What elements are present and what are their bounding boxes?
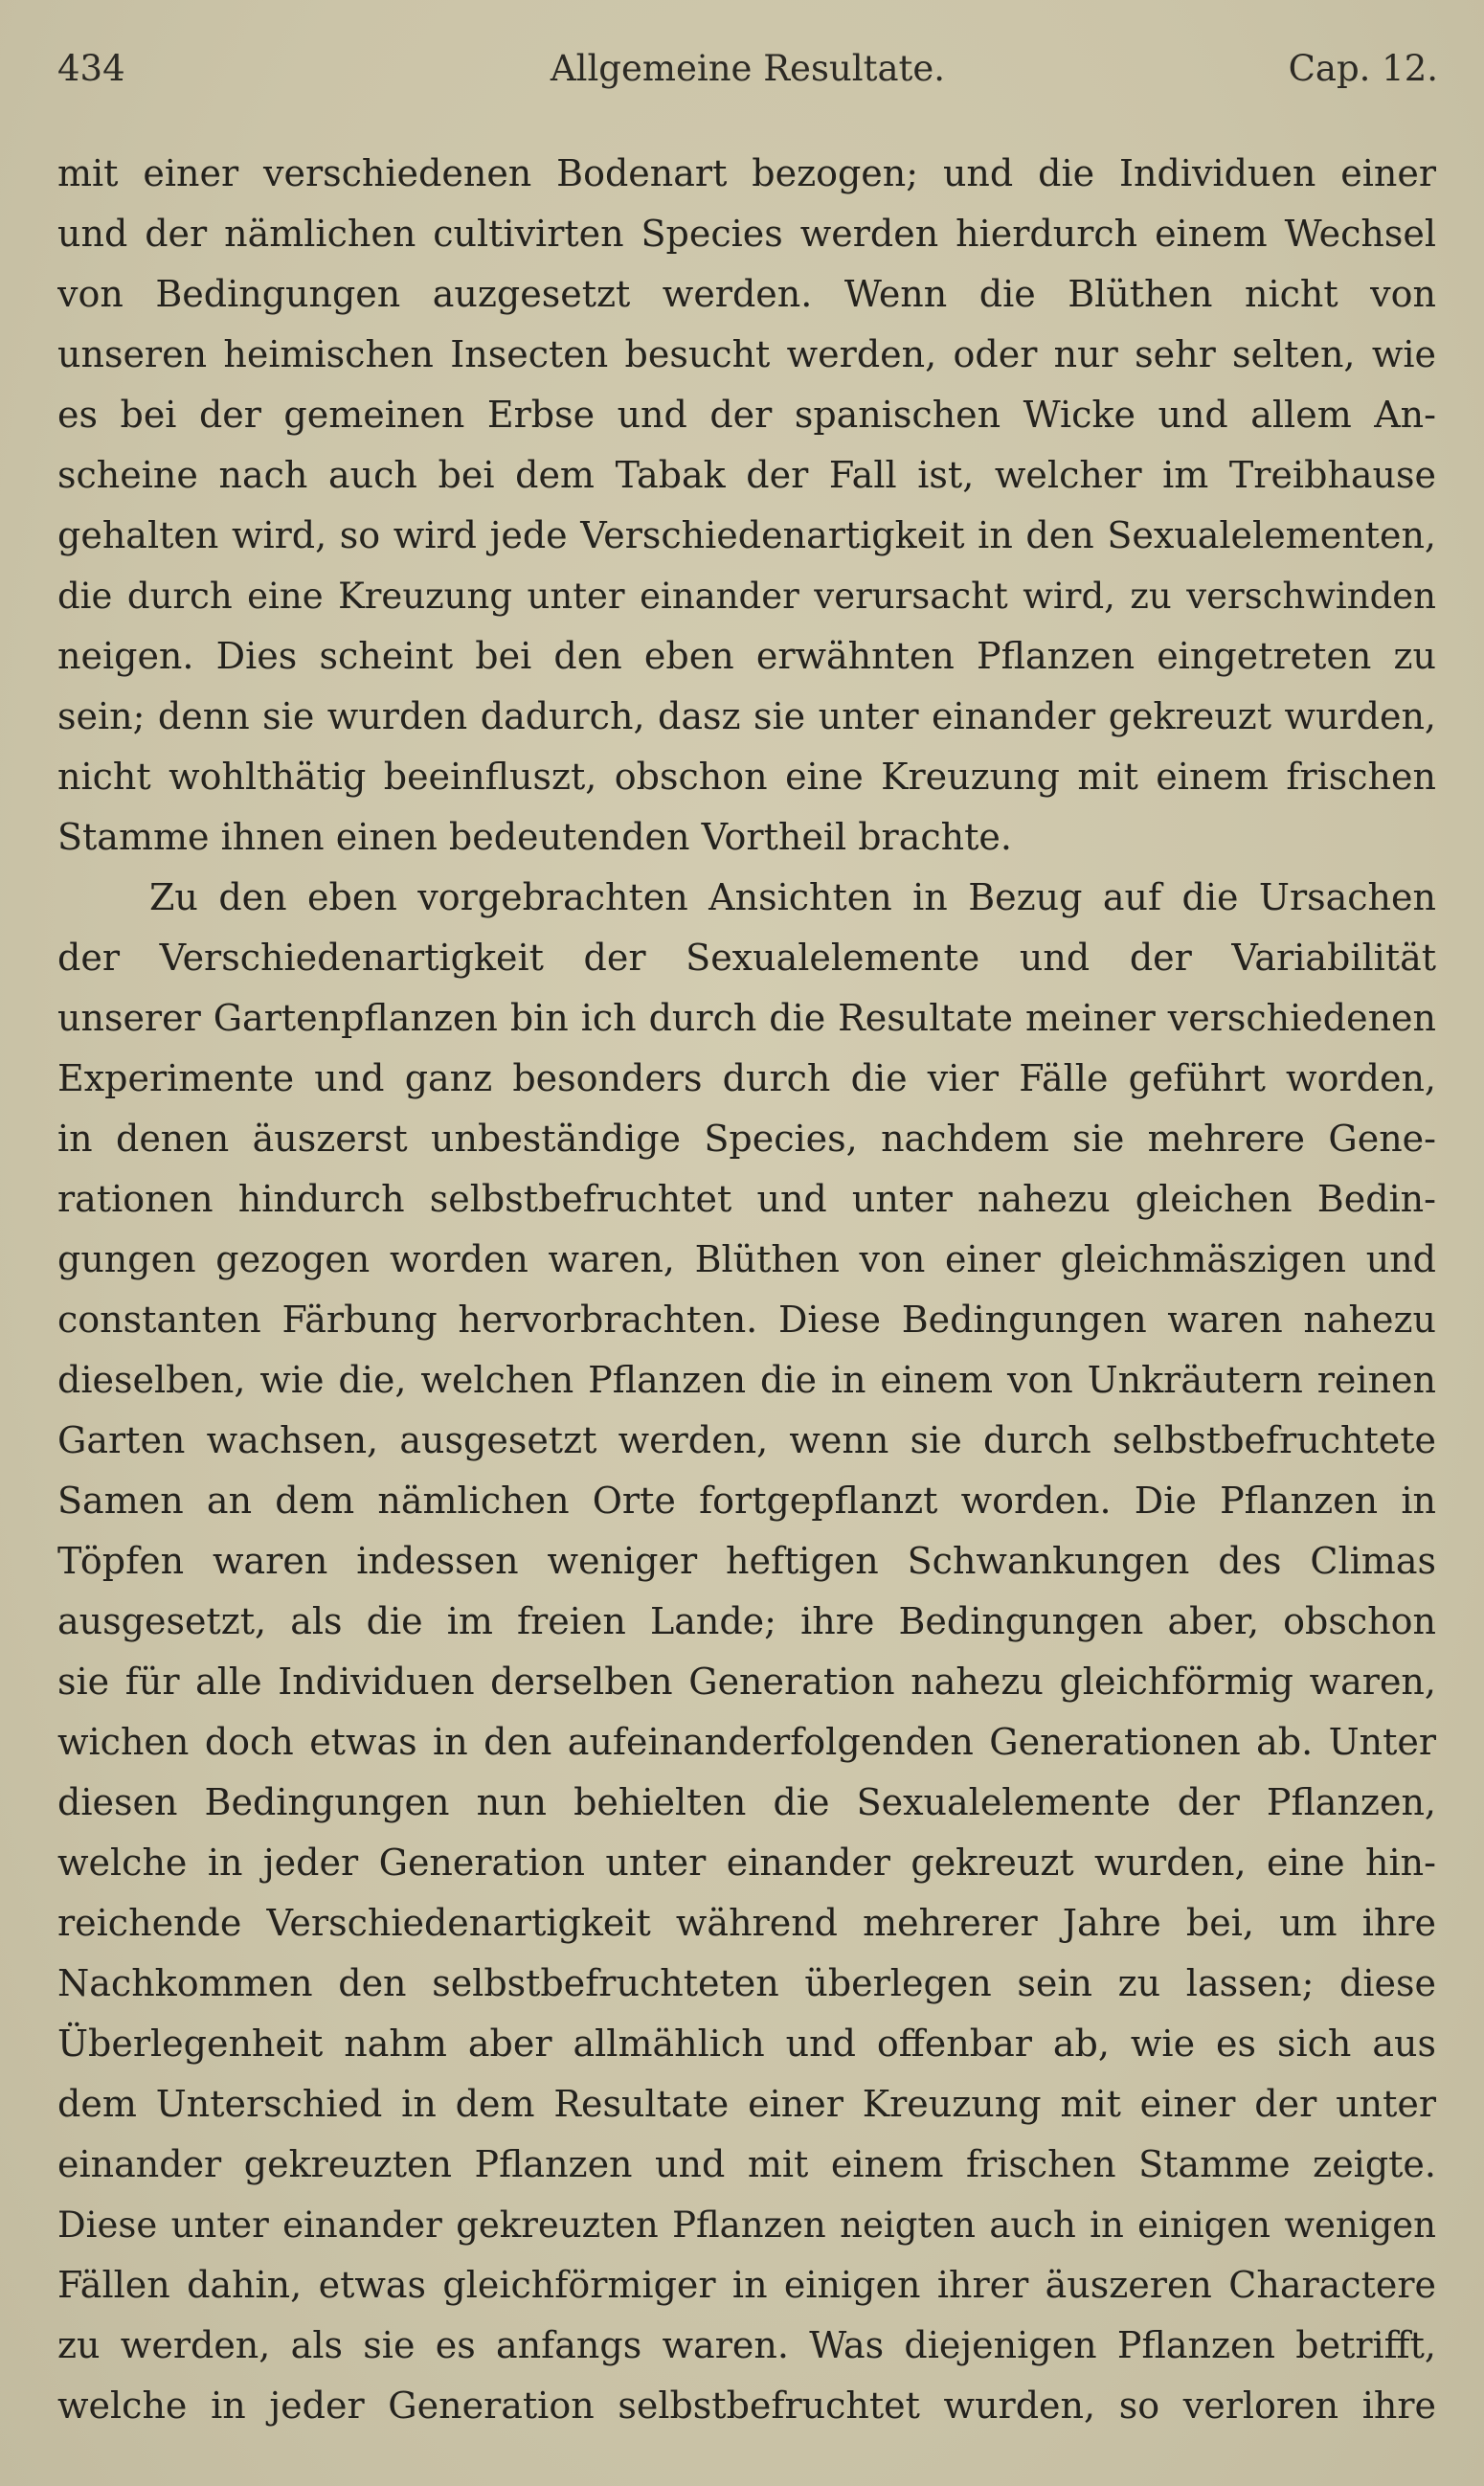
text-line: nicht wohlthätig beeinfluszt, obschon eine Kreuzung mit einem frischen [57, 756, 1436, 798]
text-line: Überlegenheit nahm aber allmählich und offenbar ab, wie es sich aus [57, 2023, 1436, 2065]
text-line: der Verschiedenartigkeit der Sexualelemente und der Variabilität [57, 937, 1436, 979]
text-line: Stamme ihnen einen bedeutenden Vortheil brachte. [57, 816, 1012, 858]
text-line: Zu den eben vorgebrachten Ansichten in Bezug auf die Ursachen [149, 876, 1436, 918]
chapter-label: Cap. 12. [1288, 48, 1438, 89]
text-line: reichende Verschiedenartigkeit während mehrerer Jahre bei, um ihre [57, 1902, 1436, 1944]
text-line: neigen. Dies scheint bei den eben erwähnten Pflanzen eingetreten zu [57, 635, 1436, 677]
text-line: zu werden, als sie es anfangs waren. Was diejenigen Pflanzen betrifft, [57, 2324, 1436, 2366]
text-line: Garten wachsen, ausgesetzt werden, wenn sie durch selbstbefruchtete [57, 1419, 1436, 1461]
text-line: dieselben, wie die, welchen Pflanzen die in einem von Unkräutern reinen [57, 1359, 1436, 1401]
text-line: von Bedingungen auzgesetzt werden. Wenn die Blüthen nicht von [57, 273, 1436, 315]
text-line: rationen hindurch selbstbefruchtet und unter nahezu gleichen Bedin- [57, 1178, 1436, 1220]
text-line: diesen Bedingungen nun behielten die Sexualelemente der Pflanzen, [57, 1781, 1436, 1823]
text-line: es bei der gemeinen Erbse und der spanischen Wicke und allem An- [57, 394, 1436, 436]
text-line: unseren heimischen Insecten besucht werden, oder nur sehr selten, wie [57, 333, 1436, 375]
page-header [57, 48, 1438, 105]
text-line: constanten Färbung hervorbrachten. Diese Bedingungen waren nahezu [57, 1299, 1436, 1341]
text-line: wichen doch etwas in den aufeinanderfolgenden Generationen ab. Unter [57, 1721, 1436, 1763]
text-line: Experimente und ganz besonders durch die vier Fälle geführt worden, [57, 1057, 1436, 1099]
text-line: welche in jeder Generation unter einander gekreuzt wurden, eine hin- [57, 1842, 1436, 1884]
text-line: scheine nach auch bei dem Tabak der Fall ist, welcher im Treibhause [57, 454, 1436, 496]
text-line: welche in jeder Generation selbstbefruchtet wurden, so verloren ihre [57, 2384, 1436, 2427]
paragraph-1 [57, 144, 1436, 868]
page-number: 434 [57, 48, 125, 89]
text-line: Töpfen waren indessen weniger heftigen Schwankungen des Climas [57, 1540, 1436, 1582]
text-line: gehalten wird, so wird jede Verschiedenartigkeit in den Sexualelementen, [57, 514, 1436, 556]
text-line: ausgesetzt, als die im freien Lande; ihre Bedingungen aber, obschon [57, 1600, 1436, 1642]
text-line: sie für alle Individuen derselben Generation nahezu gleichförmig waren, [57, 1661, 1436, 1703]
body-text [57, 144, 1436, 2436]
text-line: Samen an dem nämlichen Orte fortgepflanzt worden. Die Pflanzen in [57, 1480, 1436, 1522]
text-line: mit einer verschiedenen Bodenart bezogen; und die Individuen einer [57, 152, 1436, 194]
text-line: Fällen dahin, etwas gleichförmiger in einigen ihrer äuszeren Charactere [57, 2264, 1436, 2306]
running-title: Allgemeine Resultate. [550, 48, 946, 89]
paragraph-2 [57, 868, 1436, 2436]
text-line: in denen äuszerst unbeständige Species, nachdem sie mehrere Gene- [57, 1118, 1436, 1160]
text-line: die durch eine Kreuzung unter einander verursacht wird, zu verschwinden [57, 576, 1436, 617]
text-line: dem Unterschied in dem Resultate einer Kreuzung mit einer der unter [57, 2083, 1436, 2125]
text-line: einander gekreuzten Pflanzen und mit einem frischen Stamme zeigte. [57, 2143, 1436, 2185]
text-line: unserer Gartenpflanzen bin ich durch die Resultate meiner verschiedenen [57, 997, 1436, 1039]
text-line: Diese unter einander gekreuzten Pflanzen neigten auch in einigen wenigen [57, 2204, 1436, 2246]
text-line: gungen gezogen worden waren, Blüthen von einer gleichmäszigen und [57, 1238, 1436, 1280]
text-line: sein; denn sie wurden dadurch, dasz sie unter einander gekreuzt wurden, [57, 695, 1436, 737]
text-line: Nachkommen den selbstbefruchteten überlegen sein zu lassen; diese [57, 1962, 1436, 2004]
text-line: und der nämlichen cultivirten Species werden hierdurch einem Wechsel [57, 213, 1436, 255]
